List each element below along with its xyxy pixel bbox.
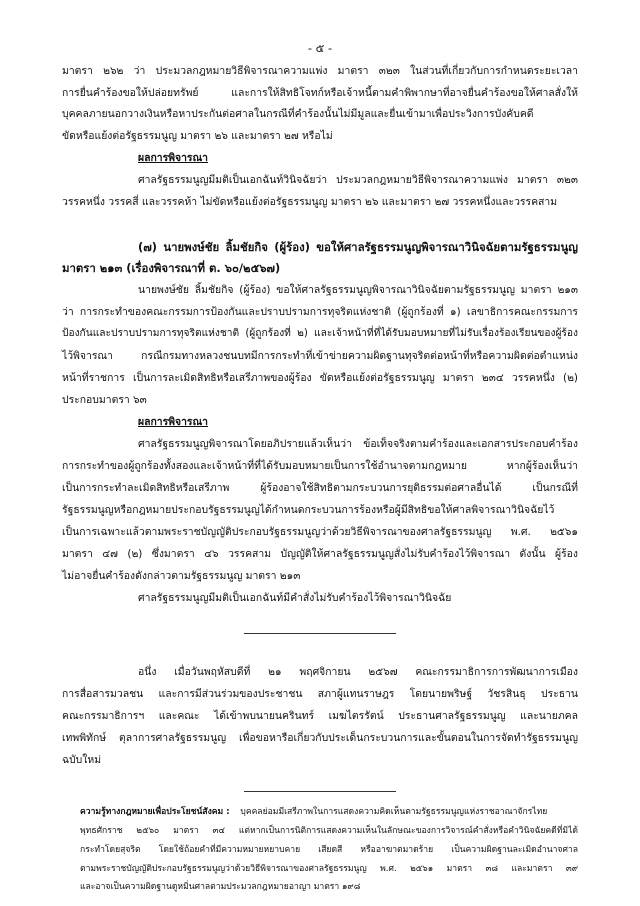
paragraph-line: ศาลรัฐธรรมนูญมีมติเป็นเอกฉันท์วินิจฉัยว่า ประมวลกฎหมายวิธีพิจารณาความแพ่ง มาตรา ๓๒๓ — [138, 174, 578, 186]
result-heading: ผลการพิจารณา — [138, 416, 208, 428]
footnote-line: กระทำโดยสุจริต โดยใช้ถ้อยคำที่มีความหมายหยาบคาย เสียดสี หรืออาฆาตมาดร้าย เป็นความผิดฐานละเมิดอำนาจศาล — [80, 845, 578, 855]
paragraph-line: เป็นการเฉพาะแล้วตามพระราชบัญญัติประกอบรัฐธรรมนูญว่าด้วยวิธีพิจารณาของศาลรัฐธรรมนูญ พ.ศ. ๒๕๖๑ — [62, 526, 578, 538]
paragraph-line: มาตรา ๔๗ (๒) ซึ่งมาตรา ๔๖ วรรคสาม บัญญัติให้ศาลรัฐธรรมนูญสั่งไม่รับคำร้องไว้พิจารณา ดังนั้น ผู้ร้อง — [62, 548, 578, 560]
case-heading: (๗) นายพงษ์ชัย ลิ้มชัยกิจ (ผู้ร้อง) ขอให้ศาลรัฐธรรมนูญพิจารณาวินิจฉัยตามรัฐธรรมนูญ — [138, 240, 578, 254]
paragraph-line: รัฐธรรมนูญหรือกฎหมายประกอบรัฐธรรมนูญได้กำหนดกระบวนการร้องหรือผู้มีสิทธิขอให้ศาลพิจารณาวินิจฉัยไว้ — [62, 504, 555, 516]
section-divider — [244, 791, 396, 792]
paragraph-line: วรรคหนึ่ง วรรคสี่ และวรรคห้า ไม่ขัดหรือแย้งต่อรัฐธรรมนูญ มาตรา ๒๖ และมาตรา ๒๗ วรรคหนึ่งและวรรคสาม — [62, 196, 558, 208]
footnote-line: ตามพระราชบัญญัติประกอบรัฐธรรมนูญว่าด้วยวิธีพิจารณาของศาลรัฐธรรมนูญ พ.ศ. ๒๕๖๑ มาตรา ๓๘ และมาตรา ๓๙ — [80, 864, 578, 874]
footnote-text: บุคคลย่อมมีเสรีภาพในการแสดงความคิดเห็นตามรัฐธรรมนูญแห่งราชอาณาจักรไทย — [240, 807, 548, 817]
result-heading: ผลการพิจารณา — [138, 152, 208, 164]
paragraph-line: การสื่อสารมวลชน และการมีส่วนร่วมของประชาชน สภาผู้แทนราษฎร โดยนายพริษฐ์ วัชรสินธุ ประธาน — [62, 688, 578, 700]
paragraph-line: หน้าที่ราชการ เป็นการละเมิดสิทธิหรือเสรีภาพของผู้ร้อง ขัดหรือแย้งต่อรัฐธรรมนูญ มาตรา ๒๓๔ วรรคหนึ่ง (๒) — [62, 372, 578, 384]
paragraph-line: ศาลรัฐธรรมนูญมีมติเป็นเอกฉันท์มีคำสั่งไม่รับคำร้องไว้พิจารณาวินิจฉัย — [138, 592, 452, 604]
paragraph-line: ศาลรัฐธรรมนูญพิจารณาโดยอภิปรายแล้วเห็นว่า ข้อเท็จจริงตามคำร้องและเอกสารประกอบคำร้อง — [138, 438, 578, 450]
paragraph-line: คณะกรรมาธิการฯ และคณะ ได้เข้าพบนายนครินทร์ เมฆไตรรัตน์ ประธานศาลรัฐธรรมนูญ และนายภคล — [62, 710, 578, 722]
footnote-title: ความรู้ทางกฎหมายเพื่อประโยชน์สังคม : — [80, 807, 230, 817]
paragraph-line: การกระทำของผู้ถูกร้องทั้งสองและเจ้าหน้าที่ที่ได้รับมอบหมายเป็นการใช้อำนาจตามกฎหมาย หากผู้ร้องเห็นว่า — [62, 460, 578, 472]
paragraph-line: ประกอบมาตรา ๖๓ — [62, 394, 147, 406]
paragraph-line: การยื่นคำร้องขอให้ปล่อยทรัพย์ และการให้สิทธิโจทก์หรือเจ้าหนี้ตามคำพิพากษาที่อาจยื่นคำร้องขอให้ศาลสั่งให้ — [62, 87, 578, 99]
paragraph-line: ว่า การกระทำของคณะกรรมการป้องกันและปราบปรามการทุจริตแห่งชาติ (ผู้ถูกร้องที่ ๑) เลขาธิการคณะกรรมการ — [62, 306, 578, 318]
paragraph-line: ป้องกันและปราบปรามการทุจริตแห่งชาติ (ผู้ถูกร้องที่ ๒) และเจ้าหน้าที่ที่ได้รับมอบหมายที่ไม่รับเรื่องร้องเรียนของผู้ร้อง — [62, 328, 578, 339]
section-divider — [244, 633, 396, 634]
footnote-first-line — [80, 805, 578, 820]
paragraph-line: บุคคลภายนอกวางเงินหรือหาประกันต่อศาลในกรณีที่คำร้องนั้นไม่มีมูลและยื่นเข้ามาเพื่อประวิงการบังคับคดี — [62, 108, 534, 120]
paragraph-line: ไม่อาจยื่นคำร้องดังกล่าวตามรัฐธรรมนูญ มาตรา ๒๑๓ — [62, 570, 301, 582]
paragraph-line: นายพงษ์ชัย ลิ้มชัยกิจ (ผู้ร้อง) ขอให้ศาลรัฐธรรมนูญพิจารณาวินิจฉัยตามรัฐธรรมนูญ มาตรา ๒๑๓ — [138, 284, 578, 296]
case-heading: มาตรา ๒๑๓ (เรื่องพิจารณาที่ ต. ๖๐/๒๕๖๗) — [62, 261, 281, 275]
paragraph-line: อนึ่ง เมื่อวันพฤหัสบดีที่ ๒๑ พฤศจิกายน ๒๕๖๗ คณะกรรมาธิการการพัฒนาการเมือง — [138, 666, 578, 678]
paragraph-line: ฉบับใหม่ — [62, 754, 102, 766]
page-number: - ๕ - — [307, 41, 333, 55]
paragraph-line: ไว้พิจารณา กรณีกรมทางหลวงชนบทมีการกระทำที่เข้าข่ายความผิดฐานทุจริตต่อหน้าที่หรือความผิดต่อตำแหน่ง — [62, 350, 578, 362]
footnote-line: และอาจเป็นความผิดฐานดูหมิ่นศาลตามประมวลกฎหมายอาญา มาตรา ๑๙๘ — [80, 882, 361, 892]
paragraph-line: เทพพิทักษ์ ตุลาการศาลรัฐธรรมนูญ เพื่อขอหารือเกี่ยวกับประเด็นกระบวนการและขั้นตอนในการจัดทำรัฐธรรมนูญ — [62, 732, 578, 744]
paragraph-line: ขัดหรือแย้งต่อรัฐธรรมนูญ มาตรา ๒๖ และมาตรา ๒๗ หรือไม่ — [62, 130, 333, 142]
footnote-line: พุทธศักราช ๒๕๖๐ มาตรา ๓๔ แต่หากเป็นการนิติการแสดงความเห็นในลักษณะของการวิจารณ์คำสั่งหรือคำวินิจฉัยคดีที่มิได้ — [80, 826, 578, 836]
paragraph-line: เป็นการกระทำละเมิดสิทธิหรือเสรีภาพ ผู้ร้องอาจใช้สิทธิตามกระบวนการยุติธรรมต่อศาลอื่นได้ เป็นกรณีที่ — [62, 482, 578, 494]
paragraph-line: มาตรา ๒๖๒ ว่า ประมวลกฎหมายวิธีพิจารณาความแพ่ง มาตรา ๓๒๓ ในส่วนที่เกี่ยวกับการกำหนดระยะเวลา — [62, 65, 578, 77]
